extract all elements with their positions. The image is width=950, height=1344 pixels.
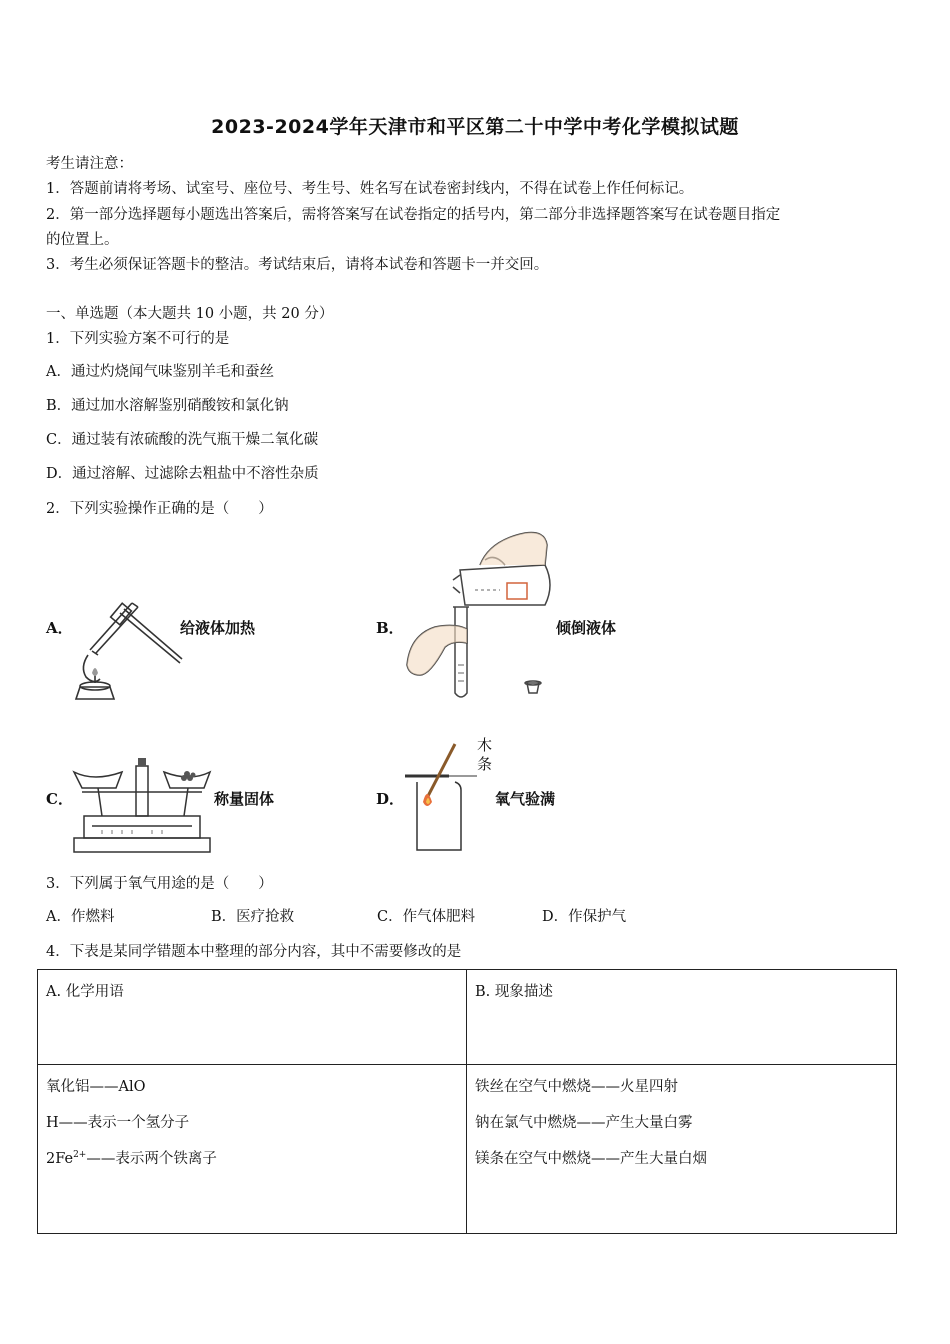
- q1-option-c: C．通过装有浓硫酸的洗气瓶干燥二氧化碳: [46, 432, 319, 448]
- table-row: [38, 1065, 897, 1234]
- heating-liquid-icon: [70, 595, 185, 707]
- q3-option-a: A．作燃料: [46, 909, 115, 925]
- notice-item-1: 1．答题前请将考场、试室号、座位号、考生号、姓名写在试卷密封线内，不得在试卷上作任何标记。: [46, 181, 694, 197]
- balance-scale-icon: [72, 756, 214, 854]
- cell-line: 铁丝在空气中燃烧——火星四射: [475, 1079, 678, 1095]
- error-table: [37, 969, 897, 1234]
- q2-option-a-letter: A．: [46, 619, 73, 637]
- q2-option-d-letter: D．: [376, 790, 405, 808]
- oxygen-test-icon: [405, 740, 485, 855]
- notice-item-2: 2．第一部分选择题每小题选出答案后，需将答案写在试卷指定的括号内，第二部分非选择题答案写在试卷题目指定: [46, 207, 781, 223]
- cell-line: 钠在氯气中燃烧——产生大量白雾: [475, 1115, 693, 1131]
- q1-option-b: B．通过加水溶解鉴别硝酸铵和氯化钠: [46, 398, 289, 414]
- notice-item-2-cont: 的位置上。: [46, 232, 119, 248]
- q2-stem: 2．下列实验操作正确的是（ ）: [46, 501, 273, 517]
- cell-line-fe: [46, 1147, 458, 1168]
- stick-label: 木条: [477, 736, 493, 773]
- q2-option-a-caption: 给液体加热: [180, 619, 256, 637]
- fe-formula: 2Fe: [46, 1151, 74, 1167]
- q2-option-c-letter: C．: [46, 790, 73, 808]
- q2-option-d-caption: 氧气验满: [495, 790, 556, 808]
- q3-option-d: D．作保护气: [542, 909, 627, 925]
- pouring-liquid-icon: [405, 525, 555, 703]
- q2-option-c-caption: 称量固体: [214, 790, 275, 808]
- q3-option-c: C．作气体肥料: [377, 909, 476, 925]
- notice-item-3: 3．考生必须保证答题卡的整洁。考试结束后，请将本试卷和答题卡一并交回。: [46, 257, 549, 273]
- q1-option-d: D．通过溶解、过滤除去粗盐中不溶性杂质: [46, 466, 319, 482]
- q1-stem: 1．下列实验方案不可行的是: [46, 331, 230, 347]
- table-cell-left: [38, 1065, 467, 1234]
- q1-option-a: A．通过灼烧闻气味鉴别羊毛和蚕丝: [46, 364, 274, 380]
- cell-line: 氧化铝——AlO: [46, 1079, 146, 1095]
- fe-charge: 2+: [73, 1150, 87, 1161]
- q3-stem: 3．下列属于氧气用途的是（ ）: [46, 876, 273, 892]
- q2-option-b-caption: 倾倒液体: [556, 619, 617, 637]
- table-row: [38, 970, 897, 1065]
- table-cell-right: [467, 1065, 897, 1234]
- page-title: 2023-2024学年天津市和平区第二十中学中考化学模拟试题: [211, 116, 739, 138]
- table-header-b: B. 现象描述: [467, 970, 897, 1065]
- q4-stem: 4．下表是某同学错题本中整理的部分内容，其中不需要修改的是: [46, 944, 462, 960]
- cell-line: 镁条在空气中燃烧——产生大量白烟: [475, 1151, 707, 1167]
- q2-option-b-letter: B．: [376, 619, 404, 637]
- q3-option-b: B．医疗抢救: [211, 909, 295, 925]
- table-header-a: A. 化学用语: [38, 970, 467, 1065]
- notice-heading: 考生请注意：: [46, 156, 133, 172]
- section-heading: 一、单选题（本大题共 10 小题，共 20 分）: [46, 306, 334, 322]
- fe-description: ——表示两个铁离子: [86, 1151, 217, 1167]
- cell-line: H——表示一个氢分子: [46, 1115, 190, 1131]
